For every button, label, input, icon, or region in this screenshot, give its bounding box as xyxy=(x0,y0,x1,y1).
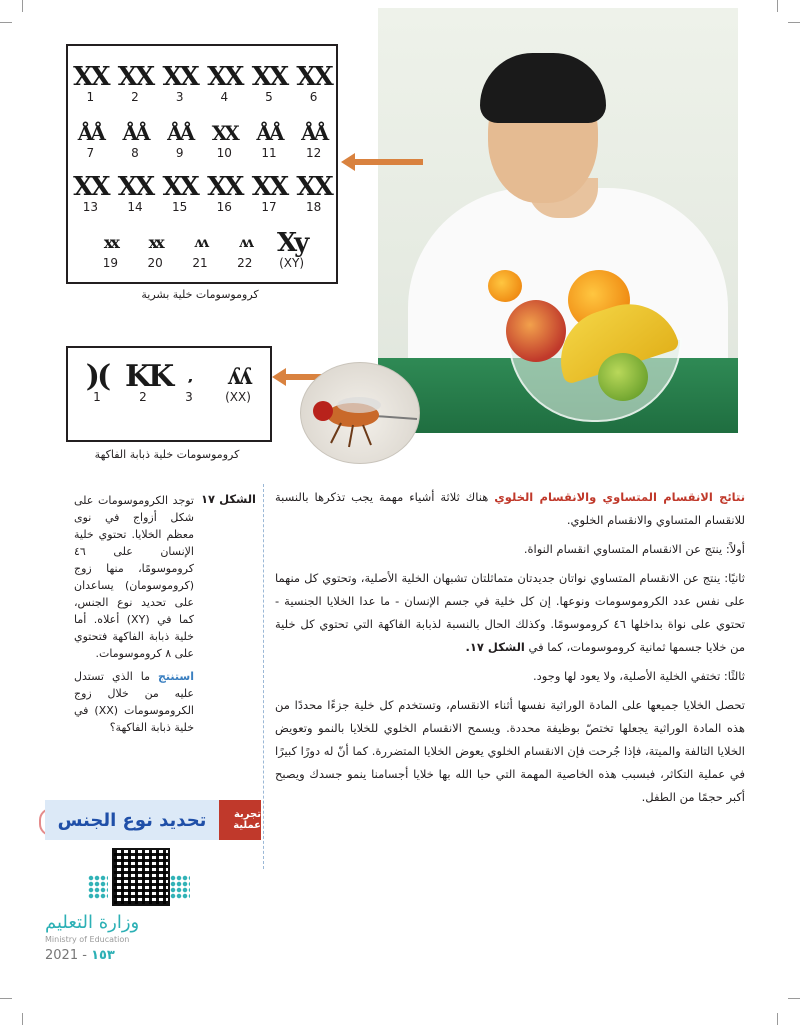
section-heading: نتائج الانقسام المتساوي والانقسام الخلوي xyxy=(494,490,746,504)
small-orange-icon xyxy=(488,270,522,302)
infer-question xyxy=(74,668,194,736)
lab-title[interactable]: تحديد نوع الجنس xyxy=(45,800,219,840)
chromosome-pair: XX 13 xyxy=(73,172,108,214)
main-text xyxy=(275,486,745,815)
chromosome-pair: XX 5 xyxy=(251,62,287,104)
crop-mark xyxy=(777,0,778,12)
chromosome-pair: ÅÅ 12 xyxy=(301,121,327,160)
chromosome-pair: xx 19 xyxy=(102,233,119,270)
hair xyxy=(480,53,606,123)
chromosome-pair: XX 10 xyxy=(211,121,237,160)
second-point xyxy=(275,567,745,659)
lab-tag: تجربة عملية xyxy=(219,800,261,840)
chromosome-pair: )( 1 xyxy=(85,359,109,404)
qr-code-icon[interactable] xyxy=(112,848,170,906)
first-point: أولاً: ينتج عن الانقسام المتساوي انقسام النواة. xyxy=(523,542,745,556)
chromosome-pair: ÅÅ 11 xyxy=(256,121,282,160)
human-karyotype-caption: كروموسومات خلية بشرية xyxy=(141,288,259,301)
human-karyotype-box xyxy=(66,44,338,284)
second-text: ثانيًا: ينتج عن الانقسام المتساوي نواتان جديدتان متماثلتان تشبهان الخلية الأصلية، وتحتوي كل منهما على نفس عدد الكروموسومات ونوعها. إن كل خلية في جسم الإنسان - ما عدا الخلايا الجنسية - تحتوي على نواة بداخلها ٤٦ كروموسومًا. وكذلك الحال بالنسبة لذبابة الفاكهة التي تحتوي كل خلية من خلايا جسمها ثمانية كروموسومات، كما في xyxy=(275,571,745,654)
karyotype-row xyxy=(68,64,336,104)
chromosome-pair: Xy (XY) xyxy=(276,228,307,270)
chromosome-pair: xx 20 xyxy=(147,233,163,270)
column-divider xyxy=(263,484,264,869)
crop-mark xyxy=(0,22,12,23)
figure-sidebar xyxy=(74,492,194,742)
chromosome-pair: ,, 3 xyxy=(185,370,193,404)
karyotype-row xyxy=(88,230,316,270)
figure-text: توجد الكروموسومات على شكل أزواج في نوى معظم الخلايا. تحتوي خلية الإنسان على ٤٦ كروموسومًا، منها زوج (كروموسومان) يساعدان على تحديد نوع الجنس، كما في (XY) أعلاه. أما خلية ذبابة الفاكهة فتحتوي على ٨ كروموسومات. xyxy=(74,494,194,660)
chromosome-pair: XX 14 xyxy=(117,172,153,214)
infer-text: ما الذي تستدل عليه من خلال زوج الكروموسومات (XX) في خلية ذبابة الفاكهة؟ xyxy=(74,670,194,734)
qr-decoration xyxy=(170,875,190,899)
chromosome-pair: ÅÅ 8 xyxy=(122,121,148,160)
chromosome-pair: XX 15 xyxy=(162,172,197,214)
crop-mark xyxy=(0,998,12,999)
figure-reference: الشكل ١٧. xyxy=(465,640,525,654)
chromosome-pair: XX 3 xyxy=(162,62,197,104)
infer-label: استنتج xyxy=(158,670,194,683)
crop-mark xyxy=(22,0,23,12)
chromosome-pair: ʌʌ 21 xyxy=(192,235,208,270)
apple-icon xyxy=(506,300,566,362)
karyotype-row xyxy=(68,174,336,214)
boy-with-fruit-photo xyxy=(378,8,738,433)
green-apple-icon xyxy=(598,353,648,401)
body-paragraph: تحصل الخلايا جميعها على المادة الوراثية نفسها أثناء الانقسام، وتستخدم كل خلية جزءًا محددًا من هذه المادة الوراثية يجعلها تختصّ بوظيفة محددة. ويسمح الانقسام الخلوي للخلايا بالنمو وتعويض الخلايا التالفة والميتة، فإذا جُرحت فإن الانقسام الخلوي يعوض الخلايا المتضررة. كما أنّ له دورًا كبيرًا في عملية التكاثر، فبسبب هذه الخاصية المهمة التي حبا الله بها خلايا أجسامنا ينمو جسدك ويصبح أكبر حجمًا من الطفل. xyxy=(275,698,745,804)
intro-text: هناك ثلاثة أشياء مهمة يجب تذكرها بالنسبة للانقسام المتساوي والانقسام الخلوي. xyxy=(275,490,745,527)
karyotype-row xyxy=(74,359,264,404)
crop-mark xyxy=(22,1013,23,1025)
chromosome-pair: XX 1 xyxy=(73,62,108,104)
chromosome-pair: ʎʎ (XX) xyxy=(225,364,251,404)
third-point: ثالثًا: تختفي الخلية الأصلية، ولا يعود لها وجود. xyxy=(533,669,745,683)
chromosome-pair: XX 16 xyxy=(207,172,242,214)
karyotype-row xyxy=(68,120,336,160)
page: ١٥٣ xyxy=(91,948,115,963)
chromosome-pair: KK 2 xyxy=(125,359,172,404)
ministry-logo-en: Ministry of Education xyxy=(45,935,130,944)
chromosome-pair: ʌʌ 22 xyxy=(237,235,253,270)
chromosome-pair: XX 17 xyxy=(251,172,287,214)
chromosome-pair: XX 4 xyxy=(207,62,242,104)
page-number: 2021 - ١٥٣ xyxy=(45,948,115,963)
ministry-logo: وزارة التعليم xyxy=(45,912,140,933)
chromosome-pair: ÅÅ 9 xyxy=(167,121,193,160)
crop-mark xyxy=(777,1013,778,1025)
crop-mark xyxy=(788,22,800,23)
fruit-fly-icon xyxy=(301,363,419,463)
fly-karyotype-box xyxy=(66,346,272,442)
crop-mark xyxy=(788,998,800,999)
intro-paragraph xyxy=(275,486,745,532)
chromosome-pair: XX 6 xyxy=(296,62,331,104)
figure-label: الشكل ١٧ xyxy=(201,492,256,506)
chromosome-pair: XX 2 xyxy=(117,62,153,104)
chromosome-pair: ÅÅ 7 xyxy=(77,121,103,160)
arrow-icon xyxy=(355,159,423,165)
fruit-fly-photo xyxy=(300,362,420,464)
chromosome-pair: XX 18 xyxy=(296,172,331,214)
year: 2021 xyxy=(45,948,79,963)
lab-banner[interactable] xyxy=(45,800,261,840)
fly-karyotype-caption: كروموسومات خلية ذبابة الفاكهة xyxy=(94,448,240,461)
qr-decoration xyxy=(88,875,108,899)
